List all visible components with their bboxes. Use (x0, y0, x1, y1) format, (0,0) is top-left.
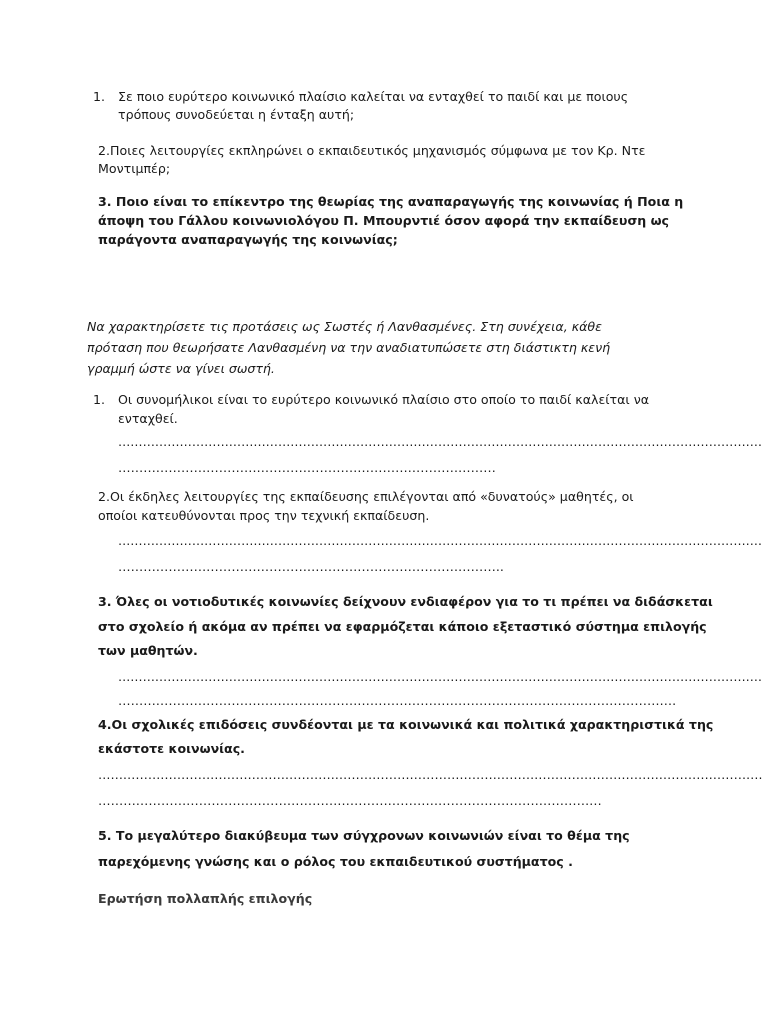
question-2-line-1: 2.Ποιες λειτουργίες εκπληρώνει ο εκπαιδευτικός μηχανισμός σύμφωνα με τον Κρ. Ντε (98, 143, 646, 158)
instructions-line-1: Να χαρακτηρίσετε τις προτάσεις ως Σωστές ή Λανθασμένες. Στη συνέχεια, κάθε (87, 319, 602, 334)
statement-3-line-3: των μαθητών. (98, 643, 198, 658)
question-2-line-2: Μοντιμπέρ; (98, 161, 171, 176)
instructions-line-2: πρόταση που θεωρήσατε Λανθασμένη να την αναδιατυπώσετε στη διάστικτη κενή (87, 340, 611, 355)
answer-line-2[interactable]: ……………………………………………………………………………………………………………………. (118, 693, 677, 708)
statement-1-line-1: Οι συνομήλικοι είναι το ευρύτερο κοινωνικό πλαίσιο στο οποίο το παιδί καλείται να (118, 392, 650, 407)
answer-line-1[interactable]: ……………………………………………………………………………………………………………………………………………. (98, 767, 763, 782)
question-3-line-2: άποψη του Γάλλου κοινωνιολόγου Π. Μπουρντιέ όσον αφορά την εκπαίδευση ως (98, 213, 670, 228)
statement-5-line-1: 5. Το μεγαλύτερο διακύβευμα των σύγχρονων κοινωνιών είναι το θέμα της (98, 828, 630, 843)
answer-line-1[interactable]: …………………………………………………………………………………………………………………………………………. (118, 533, 762, 548)
statement-2-line-2: οποίοι κατευθύνονται προς την τεχνική εκπαίδευση. (98, 508, 430, 523)
answer-line-2[interactable]: ……………………………………………………………………………… (118, 460, 496, 475)
statement-2-line-1: 2.Οι έκδηλες λειτουργίες της εκπαίδευσης επιλέγονται από «δυνατούς» μαθητές, οι (98, 489, 634, 504)
question-1-line-2: τρόπους συνοδεύεται η ένταξη αυτή; (118, 107, 355, 122)
instructions-line-3: γραμμή ώστε να γίνει σωστή. (87, 361, 275, 376)
statement-3-line-1: 3. Όλες οι νοτιοδυτικές κοινωνίες δείχνουν ενδιαφέρον για το τι πρέπει να διδάσκεται (98, 594, 713, 609)
multiple-choice-heading: Ερωτήση πολλαπλής επιλογής (98, 891, 313, 906)
question-3-line-1: 3. Ποιο είναι το επίκεντρο της θεωρίας της αναπαραγωγής της κοινωνίας ή Ποια η (98, 194, 684, 209)
question-3-line-3: παράγοντα αναπαραγωγής της κοινωνίας; (98, 232, 398, 247)
statement-3-line-2: στο σχολείο ή ακόμα αν πρέπει να εφαρμόζεται κάποιο εξεταστικό σύστημα επιλογής (98, 619, 707, 634)
statement-4-line-1: 4.Οι σχολικές επιδόσεις συνδέονται με τα κοινωνικά και πολιτικά χαρακτηριστικά της (98, 717, 714, 732)
statement-1-line-2: ενταχθεί. (118, 411, 178, 426)
statement-4-line-2: εκάστοτε κοινωνίας. (98, 741, 245, 756)
question-1-number: 1. (93, 89, 106, 104)
answer-line-2[interactable]: ……………………………………………………………………………….. (118, 559, 504, 574)
answer-line-1[interactable]: …………………………………………………………………………………………………………………………………………. (118, 669, 762, 684)
question-1-line-1: Σε ποιο ευρύτερο κοινωνικό πλαίσιο καλείται να ενταχθεί το παιδί και με ποιους (118, 89, 629, 104)
answer-line-1[interactable]: …………………………………………………………………………………………………………………………………………. (118, 434, 762, 449)
answer-line-2[interactable]: ………………………………………………………………………………………………………… (98, 793, 602, 808)
statement-5-line-2: παρεχόμενης γνώσης και ο ρόλος του εκπαιδευτικού συστήματος . (98, 854, 573, 869)
statement-1-number: 1. (93, 392, 106, 407)
